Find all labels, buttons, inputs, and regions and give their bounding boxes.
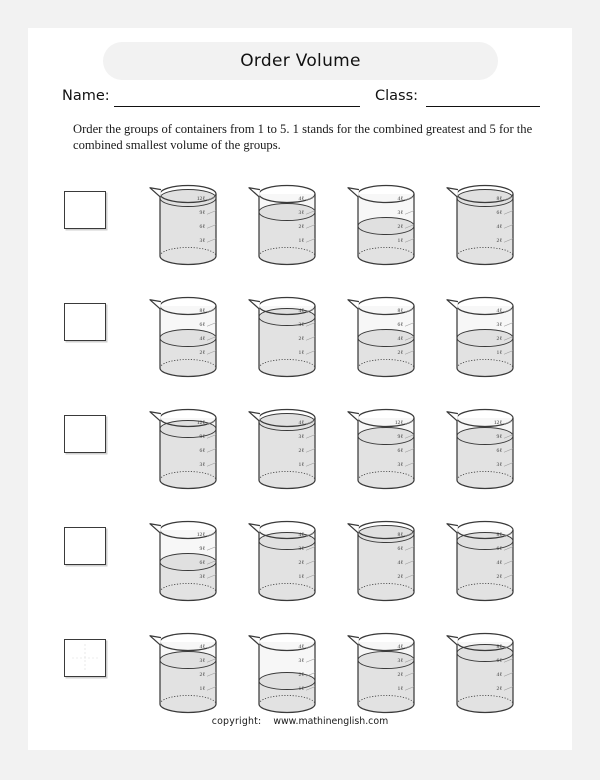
svg-text:4ℓ: 4ℓ — [298, 420, 304, 426]
svg-text:2ℓ: 2ℓ — [397, 574, 403, 580]
beaker-2-2 — [241, 288, 340, 384]
svg-text:6ℓ: 6ℓ — [496, 546, 502, 552]
svg-text:3ℓ: 3ℓ — [397, 658, 403, 664]
name-input-line[interactable] — [114, 106, 360, 107]
svg-text:2ℓ: 2ℓ — [199, 672, 205, 678]
svg-text:2ℓ: 2ℓ — [496, 686, 502, 692]
beaker-group — [138, 504, 558, 616]
title-banner — [103, 42, 498, 80]
beaker-2-4 — [439, 288, 538, 384]
svg-text:6ℓ: 6ℓ — [199, 560, 205, 566]
svg-text:8ℓ: 8ℓ — [496, 644, 502, 650]
worksheet-page — [28, 28, 572, 750]
beaker-4-4 — [439, 512, 538, 608]
svg-text:3ℓ: 3ℓ — [199, 238, 205, 244]
svg-text:2ℓ: 2ℓ — [298, 224, 304, 230]
question-row — [28, 616, 572, 728]
answer-box-group-5[interactable] — [64, 639, 106, 677]
svg-text:3ℓ: 3ℓ — [199, 658, 205, 664]
beaker-group — [138, 392, 558, 504]
svg-text:4ℓ: 4ℓ — [298, 532, 304, 538]
svg-text:8ℓ: 8ℓ — [496, 532, 502, 538]
beaker-1-1 — [142, 176, 241, 272]
answer-box-group-1[interactable] — [64, 191, 106, 229]
svg-text:1ℓ: 1ℓ — [397, 686, 403, 692]
svg-text:4ℓ: 4ℓ — [298, 644, 304, 650]
page-title: Order Volume — [240, 51, 361, 71]
svg-text:1ℓ: 1ℓ — [298, 350, 304, 356]
beaker-1-4 — [439, 176, 538, 272]
svg-text:8ℓ: 8ℓ — [397, 308, 403, 314]
svg-text:12ℓ: 12ℓ — [196, 196, 205, 202]
svg-text:3ℓ: 3ℓ — [298, 210, 304, 216]
svg-text:2ℓ: 2ℓ — [397, 672, 403, 678]
svg-text:12ℓ: 12ℓ — [196, 420, 205, 426]
svg-text:9ℓ: 9ℓ — [496, 434, 502, 440]
footer — [28, 716, 572, 727]
svg-text:2ℓ: 2ℓ — [298, 560, 304, 566]
crosshair-marker-icon — [70, 643, 100, 673]
svg-text:1ℓ: 1ℓ — [397, 238, 403, 244]
svg-text:3ℓ: 3ℓ — [199, 462, 205, 468]
svg-text:6ℓ: 6ℓ — [397, 322, 403, 328]
question-row — [28, 392, 572, 504]
svg-text:4ℓ: 4ℓ — [199, 336, 205, 342]
beaker-4-3 — [340, 512, 439, 608]
beaker-group — [138, 280, 558, 392]
svg-text:9ℓ: 9ℓ — [397, 434, 403, 440]
beaker-5-2 — [241, 624, 340, 720]
svg-text:2ℓ: 2ℓ — [298, 448, 304, 454]
beaker-3-4 — [439, 400, 538, 496]
svg-text:9ℓ: 9ℓ — [199, 546, 205, 552]
svg-text:8ℓ: 8ℓ — [397, 532, 403, 538]
beaker-1-2 — [241, 176, 340, 272]
beaker-group — [138, 616, 558, 728]
beaker-3-3 — [340, 400, 439, 496]
svg-text:4ℓ: 4ℓ — [298, 196, 304, 202]
svg-text:3ℓ: 3ℓ — [496, 322, 502, 328]
svg-text:4ℓ: 4ℓ — [298, 308, 304, 314]
svg-text:8ℓ: 8ℓ — [199, 308, 205, 314]
svg-text:1ℓ: 1ℓ — [298, 574, 304, 580]
beaker-group — [138, 168, 558, 280]
question-rows — [28, 168, 572, 728]
svg-text:3ℓ: 3ℓ — [298, 658, 304, 664]
svg-text:12ℓ: 12ℓ — [394, 420, 403, 426]
svg-text:2ℓ: 2ℓ — [496, 336, 502, 342]
svg-text:1ℓ: 1ℓ — [496, 350, 502, 356]
svg-text:6ℓ: 6ℓ — [397, 448, 403, 454]
svg-text:4ℓ: 4ℓ — [496, 308, 502, 314]
svg-text:2ℓ: 2ℓ — [298, 672, 304, 678]
website-url: www.mathinenglish.com — [273, 716, 389, 727]
name-label: Name: — [62, 88, 110, 104]
beaker-3-2 — [241, 400, 340, 496]
svg-text:6ℓ: 6ℓ — [397, 546, 403, 552]
svg-text:3ℓ: 3ℓ — [298, 546, 304, 552]
svg-text:6ℓ: 6ℓ — [199, 322, 205, 328]
beaker-5-4 — [439, 624, 538, 720]
beaker-3-1 — [142, 400, 241, 496]
svg-text:2ℓ: 2ℓ — [496, 574, 502, 580]
svg-text:4ℓ: 4ℓ — [496, 224, 502, 230]
copyright-label: copyright: — [211, 716, 262, 727]
beaker-4-1 — [142, 512, 241, 608]
svg-text:2ℓ: 2ℓ — [199, 350, 205, 356]
svg-text:4ℓ: 4ℓ — [496, 672, 502, 678]
svg-text:9ℓ: 9ℓ — [199, 434, 205, 440]
svg-text:4ℓ: 4ℓ — [496, 560, 502, 566]
svg-text:4ℓ: 4ℓ — [397, 196, 403, 202]
student-info-row — [62, 88, 542, 112]
svg-text:6ℓ: 6ℓ — [496, 210, 502, 216]
svg-text:2ℓ: 2ℓ — [397, 224, 403, 230]
svg-text:1ℓ: 1ℓ — [199, 686, 205, 692]
beaker-5-1 — [142, 624, 241, 720]
svg-text:1ℓ: 1ℓ — [298, 238, 304, 244]
question-row — [28, 280, 572, 392]
answer-box-group-2[interactable] — [64, 303, 106, 341]
svg-text:6ℓ: 6ℓ — [496, 448, 502, 454]
beaker-2-1 — [142, 288, 241, 384]
svg-text:3ℓ: 3ℓ — [397, 210, 403, 216]
svg-text:2ℓ: 2ℓ — [496, 238, 502, 244]
beaker-4-2 — [241, 512, 340, 608]
svg-text:6ℓ: 6ℓ — [199, 448, 205, 454]
svg-text:3ℓ: 3ℓ — [298, 434, 304, 440]
svg-text:6ℓ: 6ℓ — [199, 224, 205, 230]
beaker-1-3 — [340, 176, 439, 272]
answer-box-group-3[interactable] — [64, 415, 106, 453]
instructions-text: Order the groups of containers from 1 to 5. 1 stands for the combined greatest and 5 for the combined smallest volume of the groups. — [73, 122, 533, 152]
svg-text:3ℓ: 3ℓ — [298, 322, 304, 328]
svg-text:6ℓ: 6ℓ — [496, 658, 502, 664]
answer-box-group-4[interactable] — [64, 527, 106, 565]
svg-text:4ℓ: 4ℓ — [397, 336, 403, 342]
beaker-5-3 — [340, 624, 439, 720]
svg-text:12ℓ: 12ℓ — [196, 532, 205, 538]
svg-text:8ℓ: 8ℓ — [496, 196, 502, 202]
svg-text:3ℓ: 3ℓ — [496, 462, 502, 468]
question-row — [28, 168, 572, 280]
svg-text:2ℓ: 2ℓ — [298, 336, 304, 342]
svg-text:1ℓ: 1ℓ — [298, 462, 304, 468]
svg-text:2ℓ: 2ℓ — [397, 350, 403, 356]
class-label: Class: — [375, 88, 419, 104]
svg-text:4ℓ: 4ℓ — [397, 560, 403, 566]
class-input-line[interactable] — [426, 106, 540, 107]
svg-text:4ℓ: 4ℓ — [397, 644, 403, 650]
svg-text:3ℓ: 3ℓ — [199, 574, 205, 580]
svg-text:12ℓ: 12ℓ — [493, 420, 502, 426]
svg-text:3ℓ: 3ℓ — [397, 462, 403, 468]
svg-text:9ℓ: 9ℓ — [199, 210, 205, 216]
beaker-2-3 — [340, 288, 439, 384]
svg-text:4ℓ: 4ℓ — [199, 644, 205, 650]
svg-text:1ℓ: 1ℓ — [298, 686, 304, 692]
question-row — [28, 504, 572, 616]
